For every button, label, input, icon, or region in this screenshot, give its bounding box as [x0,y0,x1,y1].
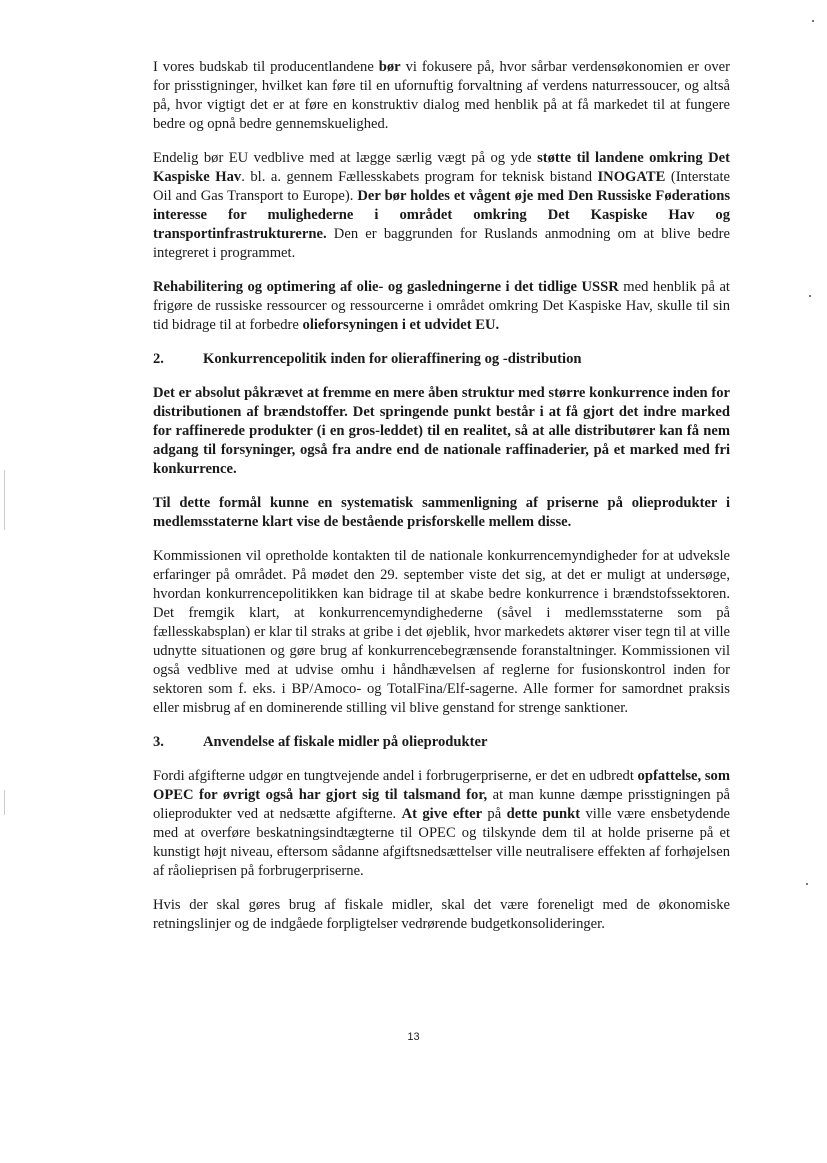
bold-text-run: opfattelse, som OPEC for øvrigt også har gjort sig til talsmand for, [153,768,730,803]
bold-text-run: bør [378,59,401,75]
page-number: 13 [407,1031,420,1043]
scan-artifact [4,790,5,815]
body-paragraph [153,384,730,479]
section-3-paragraphs [153,767,730,934]
intro-paragraphs [153,58,730,335]
section-3-heading [153,733,730,752]
body-paragraph [153,767,730,881]
text-run: Kommissionen vil opretholde kontakten til de nationale konkurrencemyndigheder for at udveksle erfaringer på området. På mødet den 29. september viste det sig, at det er muligt at undersøge, hvordan konkurrencepolitikken kan bidrage til at skabe bedre konkurrence i brændstofssektoren. Det fremgik klart, at konkurrencemyndighederne (såvel i medlemsstaterne som på fællesskabsplan) er klar til straks at gribe i det øjeblik, hvor markedets aktører viser tegn til at ville udnytte situationen og gøre brug af konkurrencebegrænsende foranstaltninger. Kommissionen vil også vedblive med at udvise omhu i håndhævelsen af reglerne for fusionskontrol inden for sektoren som f. eks. i BP/Amoco- og TotalFina/Elf-sagerne. Alle former for samordnet praksis eller misbrug af en dominerende stilling vil blive genstand for strenge sanktioner. [153,548,730,716]
text-run: Fordi afgifterne udgør en tungtvejende andel i forbrugerpriserne, er det en udbredt [153,768,638,784]
section-3-number: 3. [153,734,164,750]
scan-artifact [806,883,808,885]
body-paragraph [153,896,730,934]
bold-text-run: Til dette formål kunne en systematisk sammenligning af priserne på olieprodukter i medlemsstaterne klart vise de bestående prisforskelle mellem disse. [153,495,730,530]
text-run: Hvis der skal gøres brug af fiskale midler, skal det være foreneligt med de økonomiske retningslinjer og de indgåede forpligtelser vedrørende budgetkonsolideringer. [153,897,730,932]
document-page [153,58,730,949]
body-paragraph [153,494,730,532]
bold-text-run: Der bør holdes et vågent øje med Den Russiske Føderations interesse for mulighederne i området omkring Det Kaspiske Hav og transportinfrastrukturerne. [153,188,730,242]
text-run: . bl. a. gennem Fællesskabets program for teknisk bistand [241,169,598,185]
section-2-number: 2. [153,351,164,367]
text-run: (Interstate Oil and Gas Transport to Europe). [153,169,730,204]
body-paragraph [153,149,730,263]
bold-text-run: Rehabilitering og optimering af olie- og gasledningerne i det tidlige USSR [153,279,619,295]
bold-text-run: støtte til landene omkring Det Kaspiske Hav [153,150,730,185]
body-paragraph [153,278,730,335]
scan-artifact [809,295,811,297]
section-2-title: Konkurrencepolitik inden for olieraffinering og -distribution [203,351,582,367]
text-run: vi fokusere på, hvor sårbar verdensøkonomien er over for prisstigninger, hvilket kan føre til en ufornuftig forvaltning af verdens naturressoucer, og altså på, hvor vigtigt det er at føre en konstruktiv dialog med henblik på at få markedet til at fungere bedre og opnå bedre gennemskuelighed. [153,59,730,132]
section-2-heading [153,350,730,369]
text-run: Den er baggrunden for Ruslands anmodning om at blive bedre integreret i programmet. [153,226,730,261]
scan-artifact [812,20,814,22]
text-run: på [482,806,507,822]
bold-text-run: Det er absolut påkrævet at fremme en mere åben struktur med større konkurrence inden for distributionen af brændstoffer. Det springende punkt består i at få gjort det indre marked for raffinerede produkter (i en gros-leddet) til en realitet, så at alle distributører kan få nem adgang til forsyninger, også fra andre end de nationale raffinaderier, på et marked med fri konkurrence. [153,385,730,477]
body-paragraph [153,58,730,134]
section-2-paragraphs [153,384,730,718]
body-paragraph [153,547,730,718]
text-run: Endelig bør EU vedblive med at lægge særlig vægt på og yde [153,150,538,166]
text-run: at man kunne dæmpe prisstigningen på olieprodukter ved at nedsætte afgifterne. [153,787,730,822]
bold-text-run: INOGATE [597,169,666,185]
text-run: I vores budskab til producentlandene [153,59,379,75]
bold-text-run: dette punkt [506,806,581,822]
text-run: med henblik på at frigøre de russiske ressourcer og ressourcerne i området omkring Det Kaspiske Hav, skulle til sin tid bidrage til at forbedre [153,279,730,333]
section-3-title: Anvendelse af fiskale midler på olieprodukter [203,734,488,750]
bold-text-run: At give efter [401,806,483,822]
scan-artifact [4,470,5,530]
text-run: ville være ensbetydende med at overføre beskatningsindtægterne til OPEC og tilskynde dem til at holde priserne på et kunstigt højt niveau, eftersom sådanne afgiftsnedsættelser ville neutralisere effekten af forhøjelsen af råolieprisen på forbrugerpriserne. [153,806,730,879]
bold-text-run: olieforsyningen i et udvidet EU. [302,317,500,333]
